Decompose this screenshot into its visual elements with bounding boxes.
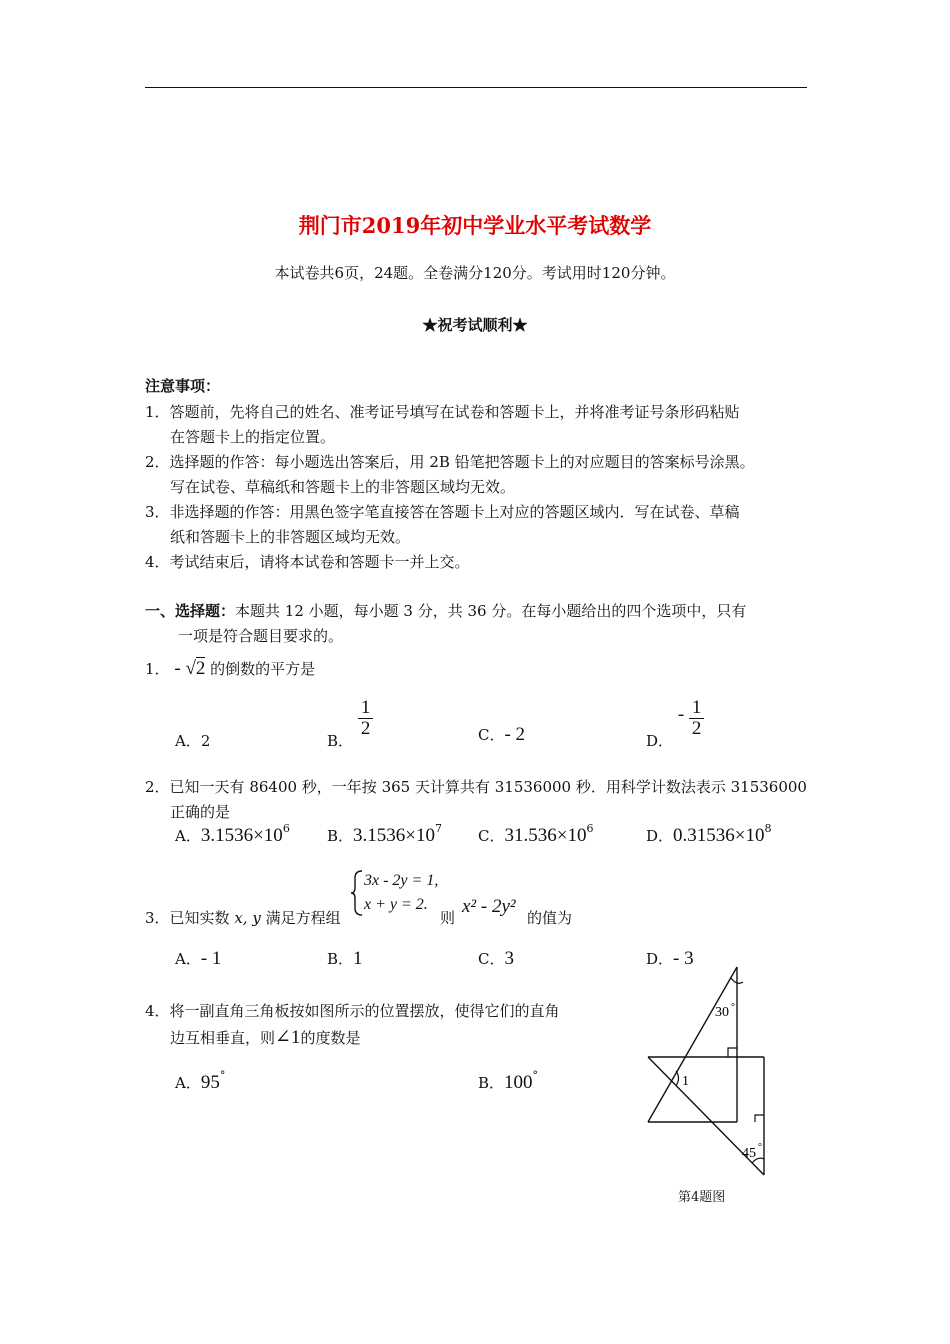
- exam-subtitle: 本试卷共6页，24题。全卷满分120分。考试用时120分钟。: [274, 264, 676, 282]
- notice-item-3: 3．非选择题的作答：用黑色签字笔直接答在答题卡上对应的答题区域内．写在试卷、草稿: [145, 503, 740, 521]
- q1-option-c[interactable]: [478, 724, 525, 746]
- notice-item-3-cont: 纸和答题卡上的非答题区域均无效。: [170, 528, 411, 546]
- q4-option-a-label: A．: [175, 1074, 201, 1092]
- q1-option-d-minus: -: [677, 704, 685, 725]
- q4-option-b[interactable]: [478, 1069, 539, 1094]
- notice-item-4: 4．考试结束后，请将本试卷和答题卡一并上交。: [145, 553, 470, 571]
- q3-equation-2: x + y = 2.: [364, 896, 428, 913]
- notice-item-1: 1．答题前，先将自己的姓名、准考证号填写在试卷和答题卡上，并将准考证号条形码粘贴: [145, 403, 740, 421]
- q1-text: 的倒数的平方是: [210, 660, 316, 678]
- q4-text2-post: 的度数是: [300, 1029, 361, 1047]
- q4-number: 4．: [145, 1002, 170, 1020]
- q1-number: 1．: [145, 660, 170, 678]
- q2-option-d-base: 0.31536×10: [673, 825, 765, 846]
- q1-option-c-label: C．: [478, 726, 505, 744]
- q1-option-b-den: 2: [360, 717, 371, 739]
- q3-system-brace: [350, 870, 364, 916]
- q3-equation-1: 3x - 2y = 1,: [364, 872, 439, 889]
- q1-option-d[interactable]: [646, 698, 704, 751]
- q4-option-b-value: 100: [504, 1072, 533, 1093]
- q2-number: 2．: [145, 778, 170, 796]
- q1-option-d-fraction: [689, 698, 705, 739]
- q2-option-b-exp: 7: [435, 822, 442, 835]
- q3-option-c[interactable]: [478, 948, 514, 970]
- q3-option-b-value: 1: [353, 948, 363, 969]
- q1-option-a-value: 2: [200, 732, 211, 750]
- q2-option-a[interactable]: [175, 822, 290, 847]
- notice-item-2: 2．选择题的作答：每小题选出答案后，用 2B 铅笔把答题卡上的对应题目的答案标号涂黑。: [145, 453, 755, 471]
- q1-option-d-label: D．: [646, 732, 674, 750]
- question-2: [145, 776, 807, 797]
- section-1-label: 一、选择题：: [145, 602, 236, 620]
- q2-option-c-exp: 6: [586, 822, 594, 835]
- q1-option-b-label: B．: [327, 732, 354, 750]
- q2-option-b[interactable]: [327, 822, 442, 847]
- q4-option-b-label: B．: [478, 1074, 505, 1092]
- q3-option-a-value: - 1: [200, 948, 222, 969]
- q3-option-c-value: 3: [504, 948, 514, 969]
- q3-option-c-label: C．: [478, 950, 505, 968]
- header-rule: [145, 87, 807, 88]
- section-1-desc-cont: 一项是符合题目要求的。: [178, 627, 344, 645]
- q1-minus: -: [174, 658, 181, 679]
- q4-angle: ∠1: [275, 1027, 301, 1048]
- label-30-deg: °: [731, 1002, 735, 1013]
- notice-item-1-cont: 在答题卡上的指定位置。: [170, 428, 336, 446]
- label-45: 45: [742, 1146, 756, 1161]
- brace-icon: [350, 870, 364, 916]
- q2-option-c-label: C．: [478, 827, 505, 845]
- q1-option-d-num: 1: [689, 698, 705, 719]
- question-1: [145, 658, 315, 680]
- q4-text2-pre: 边互相垂直，则: [170, 1029, 276, 1047]
- q3-vars: x, y: [234, 909, 261, 927]
- q1-option-d-den: 2: [691, 717, 702, 739]
- q4-option-a-deg: °: [219, 1069, 226, 1082]
- triangle-30-hypotenuse: [648, 967, 737, 1122]
- q3-expression: x² - 2y²: [462, 896, 516, 917]
- q2-text: 已知一天有 86400 秒，一年按 365 天计算共有 31536000 秒．用科学计数法表示 31536000: [169, 778, 807, 796]
- section-1-header: [145, 600, 746, 621]
- q2-option-b-base: 3.1536×10: [353, 825, 435, 846]
- q3-option-d-value: - 3: [673, 948, 694, 969]
- q3-then: 则: [440, 909, 456, 927]
- q2-option-a-exp: 6: [282, 822, 290, 835]
- q1-option-c-value: - 2: [504, 724, 526, 745]
- q2-option-b-label: B．: [327, 827, 354, 845]
- q3-option-d-label: D．: [646, 950, 674, 968]
- question-3: [145, 907, 341, 928]
- q3-option-b-label: B．: [327, 950, 354, 968]
- q4-figure: [640, 960, 780, 1185]
- q3-option-a-label: A．: [175, 950, 201, 968]
- q3-text-mid: 满足方程组: [260, 909, 341, 927]
- q3-number: 3．: [145, 909, 170, 927]
- q3-text-pre: 已知实数: [169, 909, 235, 927]
- question-4: [145, 1000, 560, 1021]
- q4-option-a-value: 95: [200, 1072, 220, 1093]
- q2-option-c-base: 31.536×10: [504, 825, 587, 846]
- q2-option-d-label: D．: [646, 827, 674, 845]
- q3-option-b[interactable]: [327, 948, 363, 970]
- q1-option-a-label: A．: [175, 732, 201, 750]
- q1-option-b-fraction: [358, 698, 374, 739]
- q1-option-b[interactable]: [327, 698, 373, 751]
- q1-option-b-num: 1: [358, 698, 374, 719]
- label-45-deg: °: [758, 1142, 762, 1153]
- section-1-desc: 本题共 12 小题，每小题 3 分，共 36 分。在每小题给出的四个选项中，只有: [235, 602, 747, 620]
- label-30: 30: [715, 1005, 729, 1020]
- right-angle-mark-top: [728, 1048, 737, 1057]
- q4-figure-caption: 第4题图: [678, 1190, 726, 1205]
- right-angle-mark-bottom: [755, 1115, 764, 1122]
- q2-option-a-base: 3.1536×10: [200, 825, 283, 846]
- q2-option-d-exp: 8: [764, 822, 772, 835]
- q2-option-a-label: A．: [175, 827, 201, 845]
- label-angle-1: 1: [682, 1074, 689, 1089]
- q3-option-a[interactable]: [175, 948, 221, 970]
- q2-option-d[interactable]: [646, 822, 772, 847]
- notice-item-2-cont: 写在试卷、草稿纸和答题卡上的非答题区域均无效。: [170, 478, 516, 496]
- exam-title: 荆门市2019年初中学业水平考试数学: [298, 213, 652, 238]
- q4-text: 将一副直角三角板按如图所示的位置摆放，使得它们的直角: [169, 1002, 560, 1020]
- q2-text-cont: 正确的是: [170, 803, 231, 821]
- q1-radical: √: [185, 658, 196, 679]
- notice-heading: 注意事项：: [145, 377, 221, 395]
- q3-text-post: 的值为: [527, 909, 573, 927]
- q4-option-b-deg: °: [532, 1069, 539, 1082]
- good-luck-line: ★祝考试顺利★: [422, 316, 528, 334]
- q4-option-a[interactable]: [175, 1069, 226, 1094]
- q1-radicand: 2: [195, 658, 206, 679]
- q1-option-a[interactable]: [175, 730, 210, 751]
- triangle-figure: [640, 960, 780, 1185]
- q2-option-c[interactable]: [478, 822, 594, 847]
- q4-text-cont: [170, 1026, 360, 1049]
